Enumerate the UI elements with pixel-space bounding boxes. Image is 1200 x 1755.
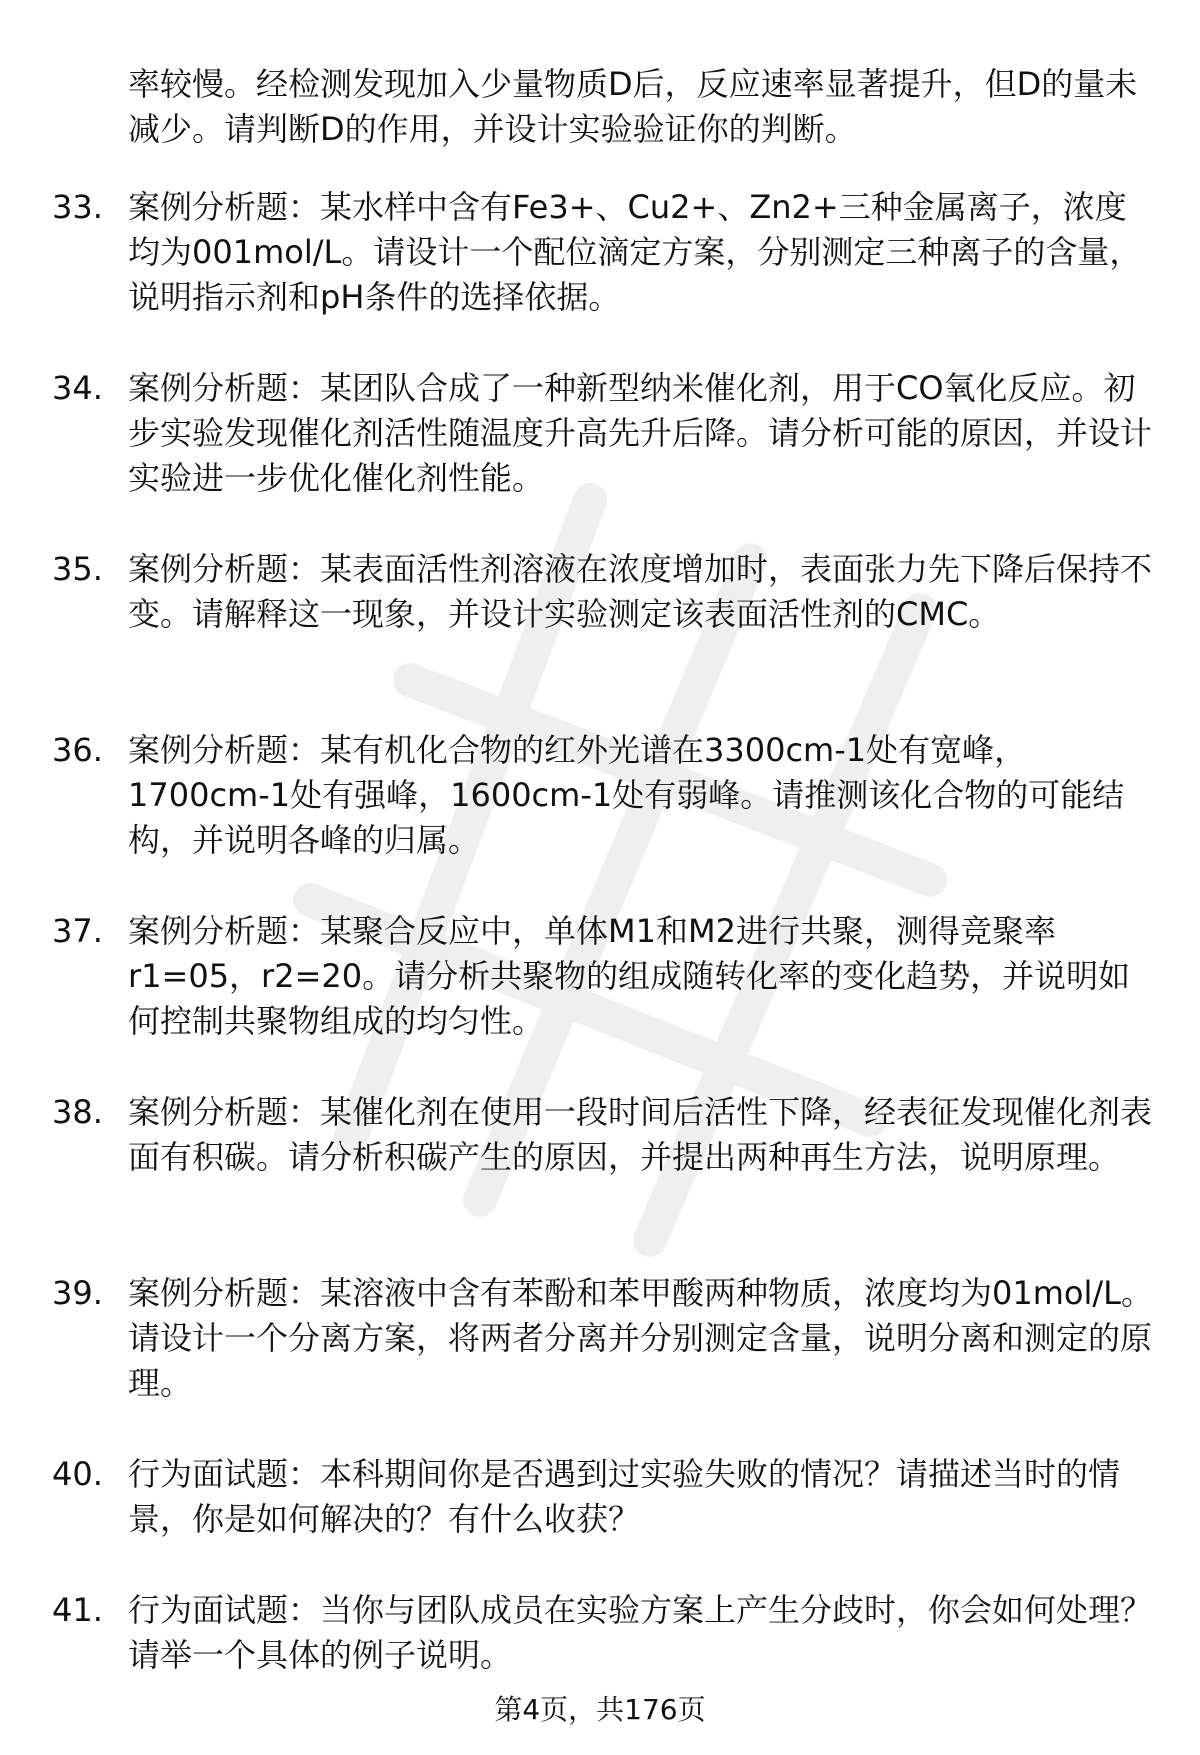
question-text: 案例分析题：某表面活性剂溶液在浓度增加时，表面张力先下降后保持不变。请解释这一现象，并设计实验测定该表面活性剂的CMC。 [128, 550, 1153, 633]
question-item [0, 547, 1200, 728]
question-text: 行为面试题：当你与团队成员在实验方案上产生分歧时，你会如何处理？请举一个具体的例子说明。 [128, 1591, 1153, 1674]
question-number: 37. [52, 912, 103, 950]
question-number: 41. [52, 1591, 103, 1629]
question-item [0, 185, 1200, 366]
question-number: 40. [52, 1455, 103, 1493]
question-item [0, 1452, 1200, 1588]
question-text: 案例分析题：某溶液中含有苯酚和苯甲酸两种物质，浓度均为01mol/L。请设计一个分离方案，将两者分离并分别测定含量，说明分离和测定的原理。 [128, 1274, 1153, 1402]
question-item [0, 909, 1200, 1090]
question-text: 案例分析题：某聚合反应中，单体M1和M2进行共聚，测得竞聚率r1=05，r2=20。请分析共聚物的组成随转化率的变化趋势，并说明如何控制共聚物组成的均匀性。 [128, 912, 1131, 1040]
question-number: 35. [52, 550, 103, 588]
question-number: 34. [52, 369, 103, 407]
question-text: 案例分析题：某团队合成了一种新型纳米催化剂，用于CO氧化反应。初步实验发现催化剂活性随温度升高先升后降。请分析可能的原因，并设计实验进一步优化催化剂性能。 [128, 369, 1153, 497]
question-list [0, 185, 1200, 1724]
question-text: 案例分析题：某催化剂在使用一段时间后活性下降，经表征发现催化剂表面有积碳。请分析积碳产生的原因，并提出两种再生方法，说明原理。 [128, 1093, 1153, 1176]
page-footer: 第4页，共176页 [494, 1693, 706, 1726]
question-item [0, 728, 1200, 909]
question-number: 39. [52, 1274, 103, 1312]
question-text: 案例分析题：某有机化合物的红外光谱在3300cm-1处有宽峰，1700cm-1处有强峰，1600cm-1处有弱峰。请推测该化合物的可能结构，并说明各峰的归属。 [128, 731, 1125, 859]
question-item [0, 1090, 1200, 1271]
question-text: 行为面试题：本科期间你是否遇到过实验失败的情况？请描述当时的情景，你是如何解决的？有什么收获？ [128, 1455, 1121, 1538]
question-number: 38. [52, 1093, 103, 1131]
question-text: 案例分析题：某水样中含有Fe3+、Cu2+、Zn2+三种金属离子，浓度均为001mol/L。请设计一个配位滴定方案，分别测定三种离子的含量，说明指示剂和pH条件的选择依据。 [128, 188, 1142, 316]
question-number: 33. [52, 188, 103, 226]
question-number: 36. [52, 731, 103, 769]
continuation-text: 率较慢。经检测发现加入少量物质D后，反应速率显著提升，但D的量未减少。请判断D的作用，并设计实验验证你的判断。 [128, 65, 1138, 148]
question-item [0, 1271, 1200, 1452]
question-item [0, 366, 1200, 547]
